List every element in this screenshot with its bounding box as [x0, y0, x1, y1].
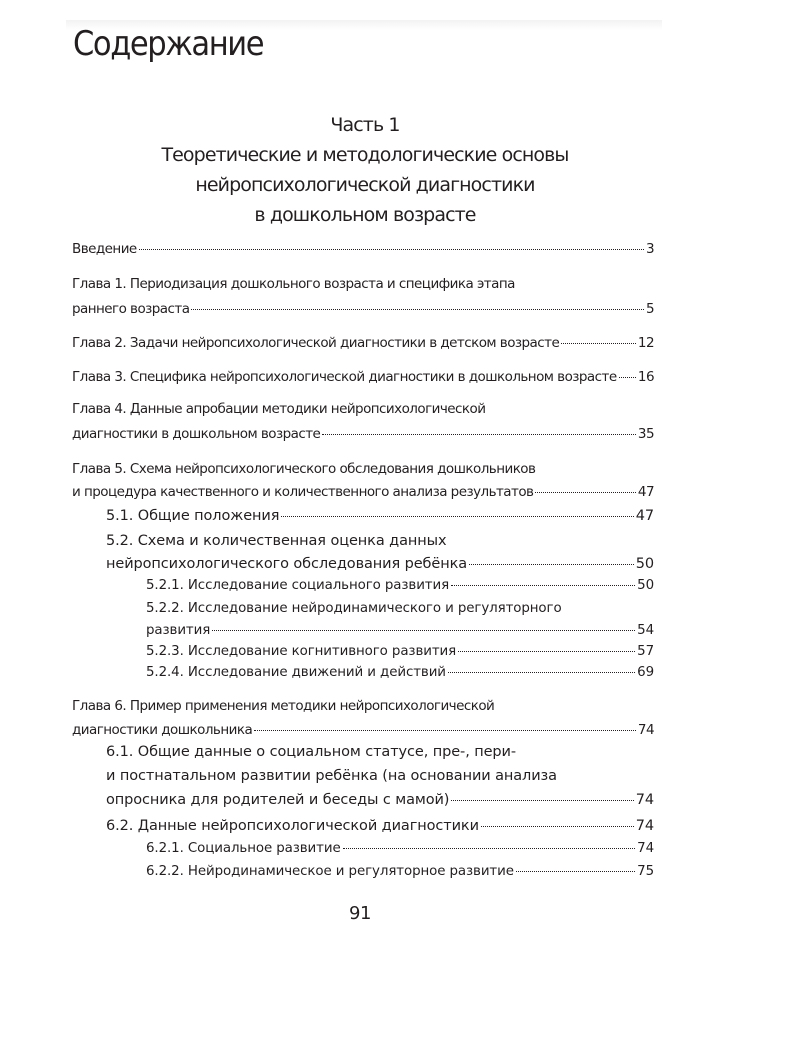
toc-entry-text: диагностики дошкольника	[72, 722, 253, 738]
toc-dot-leader	[619, 376, 636, 378]
toc-page-number: 47	[635, 508, 654, 524]
toc-line	[146, 864, 654, 879]
toc-line	[106, 768, 654, 784]
toc-line	[146, 841, 654, 856]
toc-line	[106, 556, 654, 572]
toc-line	[146, 665, 654, 680]
toc-entry-text: 5.2. Схема и количественная оценка данных	[106, 533, 447, 549]
toc-dot-leader	[212, 629, 635, 631]
toc-entry-text: Глава 6. Пример применения методики нейропсихологической	[72, 698, 495, 714]
toc-page-number: 69	[637, 665, 654, 680]
toc-entry-text: 6.2.2. Нейродинамическое и регуляторное развитие	[146, 864, 514, 879]
toc-dot-leader	[139, 248, 644, 250]
toc-dot-leader	[281, 515, 633, 517]
toc-line	[72, 722, 654, 738]
toc-entry-text: диагностики в дошкольном возрасте	[72, 426, 321, 442]
toc-line	[106, 533, 654, 549]
toc-entry-text: Глава 4. Данные апробации методики нейропсихологической	[72, 401, 486, 417]
toc-line	[72, 276, 654, 292]
toc-dot-leader	[343, 847, 636, 849]
toc-line	[72, 426, 654, 442]
toc-entry-text: Глава 3. Специфика нейропсихологической диагностики в дошкольном возрасте	[72, 369, 617, 385]
toc-dot-leader	[451, 799, 633, 801]
toc-line	[106, 508, 654, 524]
toc-line	[146, 644, 654, 659]
toc-entry-text: 5.2.3. Исследование когнитивного развития	[146, 644, 457, 659]
toc-line	[72, 698, 654, 714]
toc-line	[72, 461, 654, 477]
toc-line	[146, 623, 654, 638]
toc-page-number: 3	[645, 241, 654, 257]
toc-page-number: 74	[635, 818, 654, 834]
toc-entry-text: 6.1. Общие данные о социальном статусе, пре-, пери-	[106, 744, 516, 760]
toc-entry-text: Глава 1. Периодизация дошкольного возраста и специфика этапа	[72, 276, 515, 292]
toc-dot-leader	[481, 825, 634, 827]
toc-entry-text: 5.1. Общие положения	[106, 508, 280, 524]
toc-line	[72, 335, 654, 351]
toc-page-number: 57	[637, 644, 654, 659]
toc-dot-leader	[469, 563, 634, 565]
toc-dot-leader	[191, 308, 644, 310]
toc-dot-leader	[322, 433, 636, 435]
toc-line	[106, 792, 654, 808]
toc-entry-text: 6.2.1. Социальное развитие	[146, 841, 341, 856]
toc-entry-text: развития	[146, 623, 211, 638]
toc-page-number: 50	[635, 556, 654, 572]
part-title-line: в дошкольном возрасте	[254, 204, 476, 226]
toc-dot-leader	[451, 584, 635, 586]
toc-line	[72, 301, 654, 317]
toc-entry-text: нейропсихологического обследования ребёнка	[106, 556, 468, 572]
toc-entry-text: 5.2.2. Исследование нейродинамического и регуляторного	[146, 601, 562, 616]
toc-entry-text: и процедура качественного и количественного анализа результатов	[72, 484, 534, 500]
toc-line	[72, 369, 654, 385]
toc-page-number: 50	[637, 578, 654, 593]
toc-line	[72, 401, 654, 417]
toc-line	[146, 601, 654, 616]
toc-page-number: 74	[635, 792, 654, 808]
toc-page-number: 54	[637, 623, 654, 638]
part-title-line: Теоретические и методологические основы	[161, 144, 569, 166]
toc-entry-text: опросника для родителей и беседы с мамой)	[106, 792, 450, 808]
toc-entry-text: раннего возраста	[72, 301, 190, 317]
toc-page-number: 12	[637, 335, 654, 351]
toc-dot-leader	[448, 671, 635, 673]
toc-page-number: 74	[637, 722, 654, 738]
part-heading	[160, 110, 570, 230]
toc-page-number: 16	[637, 369, 654, 385]
toc-line	[72, 241, 654, 257]
toc-page-number: 75	[637, 864, 654, 879]
toc-entry-text: 5.2.1. Исследование социального развития	[146, 578, 450, 593]
toc-entry-text: и постнатальном развитии ребёнка (на основании анализа	[106, 768, 557, 784]
toc-dot-leader	[561, 342, 636, 344]
toc-entry-text: Глава 5. Схема нейропсихологического обследования дошкольников	[72, 461, 536, 477]
page-title: Содержание	[73, 24, 264, 64]
toc-dot-leader	[458, 650, 635, 652]
toc-entry-text: Введение	[72, 241, 137, 257]
toc-dot-leader	[516, 870, 635, 872]
toc-line	[146, 578, 654, 593]
part-label: Часть 1	[330, 114, 400, 136]
toc-dot-leader	[254, 729, 636, 731]
toc-page-number: 35	[637, 426, 654, 442]
toc-line	[106, 744, 654, 760]
toc-page-number: 74	[637, 841, 654, 856]
toc-page-number: 5	[645, 301, 654, 317]
toc-entry-text: 6.2. Данные нейропсихологической диагностики	[106, 818, 479, 834]
page-number: 91	[349, 903, 371, 924]
toc-line	[106, 818, 654, 834]
toc-line	[72, 484, 654, 500]
toc-entry-text: 5.2.4. Исследование движений и действий	[146, 665, 446, 680]
toc-page-number: 47	[637, 484, 654, 500]
toc-entry-text: Глава 2. Задачи нейропсихологической диагностики в детском возрасте	[72, 335, 560, 351]
toc-dot-leader	[535, 491, 635, 493]
part-title-line: нейропсихологической диагностики	[195, 174, 535, 196]
